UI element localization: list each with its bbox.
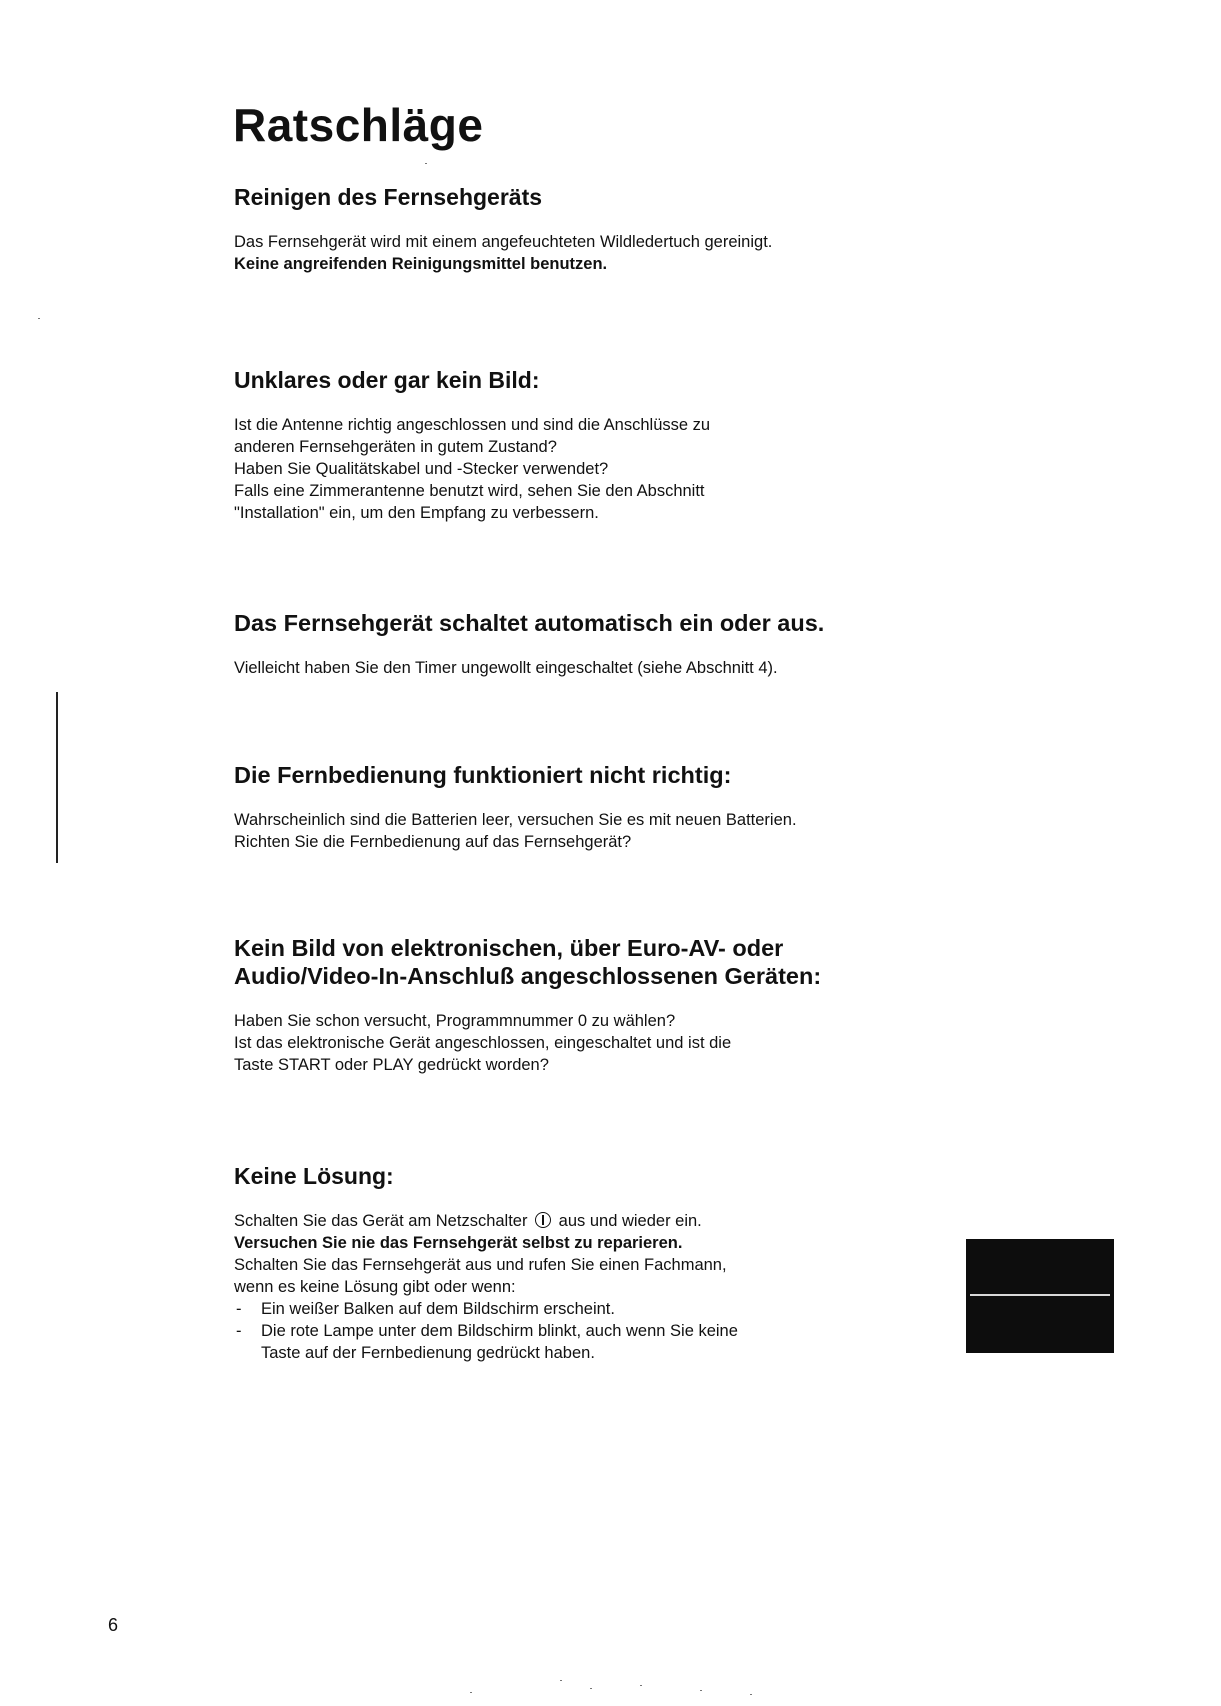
section-heading: Reinigen des Fernsehgeräts [234,184,543,210]
section-heading-line: Audio/Video-In-Anschluß angeschlossenen Geräten: [234,963,822,989]
scan-speck [470,1692,472,1693]
section-tab-marker [966,1239,1114,1353]
body-line: Vielleicht haben Sie den Timer ungewollt eingeschaltet (siehe Abschnitt 4). [234,659,778,677]
page-number: 6 [108,1615,119,1635]
page-title: Ratschläge [233,99,484,151]
section-heading [234,934,994,990]
body-text: aus und wieder ein. [558,1212,702,1230]
section-heading: Die Fernbedienung funktioniert nicht richtig: [234,762,732,788]
power-icon [535,1212,551,1228]
section-external-devices [234,934,994,1076]
section-heading: Unklares oder gar kein Bild: [234,367,540,393]
section-auto-switch [234,609,994,679]
scan-speck [640,1685,642,1686]
body-line: Taste START oder PLAY gedrückt worden? [234,1056,549,1074]
body-line: Haben Sie Qualitätskabel und -Stecker verwendet? [234,460,609,478]
warning-line: Keine angreifenden Reinigungsmittel benutzen. [234,255,608,273]
section-heading-line: Kein Bild von elektronischen, über Euro-AV- oder [234,935,784,961]
list-item: - Ein weißer Balken auf dem Bildschirm erscheint. [234,1298,994,1320]
tab-marker-divider [970,1294,1110,1296]
body-line: Haben Sie schon versucht, Programmnummer 0 zu wählen? [234,1012,676,1030]
scan-speck [425,163,427,164]
body-line: "Installation" ein, um den Empfang zu verbessern. [234,504,599,522]
section-cleaning [234,183,994,275]
scan-speck [700,1690,702,1691]
section-remote [234,761,994,853]
list-item-continuation: Taste auf der Fernbedienung gedrückt haben. [261,1344,595,1362]
list-item: - Die rote Lampe unter dem Bildschirm blinkt, auch wenn Sie keine [234,1320,994,1342]
body-line: Ist das elektronische Gerät angeschlossen, eingeschaltet und ist die [234,1034,732,1052]
scan-speck [38,318,40,319]
section-heading: Keine Lösung: [234,1163,394,1189]
body-line: wenn es keine Lösung gibt oder wenn: [234,1278,516,1296]
body-line [234,1210,994,1232]
body-line: Richten Sie die Fernbedienung auf das Fernsehgerät? [234,833,632,851]
body-line: Schalten Sie das Fernsehgerät aus und rufen Sie einen Fachmann, [234,1256,727,1274]
body-line: Wahrscheinlich sind die Batterien leer, versuchen Sie es mit neuen Batterien. [234,811,797,829]
body-line: Das Fernsehgerät wird mit einem angefeuchteten Wildledertuch gereinigt. [234,233,773,251]
body-line: Ist die Antenne richtig angeschlossen und sind die Anschlüsse zu [234,416,711,434]
body-line: anderen Fernsehgeräten in gutem Zustand? [234,438,557,456]
scan-speck [590,1688,592,1689]
scan-speck [750,1694,752,1695]
section-heading: Das Fernsehgerät schaltet automatisch ein oder aus. [234,610,825,636]
condition-list [234,1298,994,1342]
revision-bar [56,692,58,863]
body-line: Falls eine Zimmerantenne benutzt wird, sehen Sie den Abschnitt [234,482,705,500]
section-no-solution [234,1162,994,1364]
body-text: Schalten Sie das Gerät am Netzschalter [234,1212,528,1230]
scan-speck [560,1680,562,1681]
section-no-picture [234,366,994,524]
warning-line: Versuchen Sie nie das Fernsehgerät selbst zu reparieren. [234,1234,683,1252]
